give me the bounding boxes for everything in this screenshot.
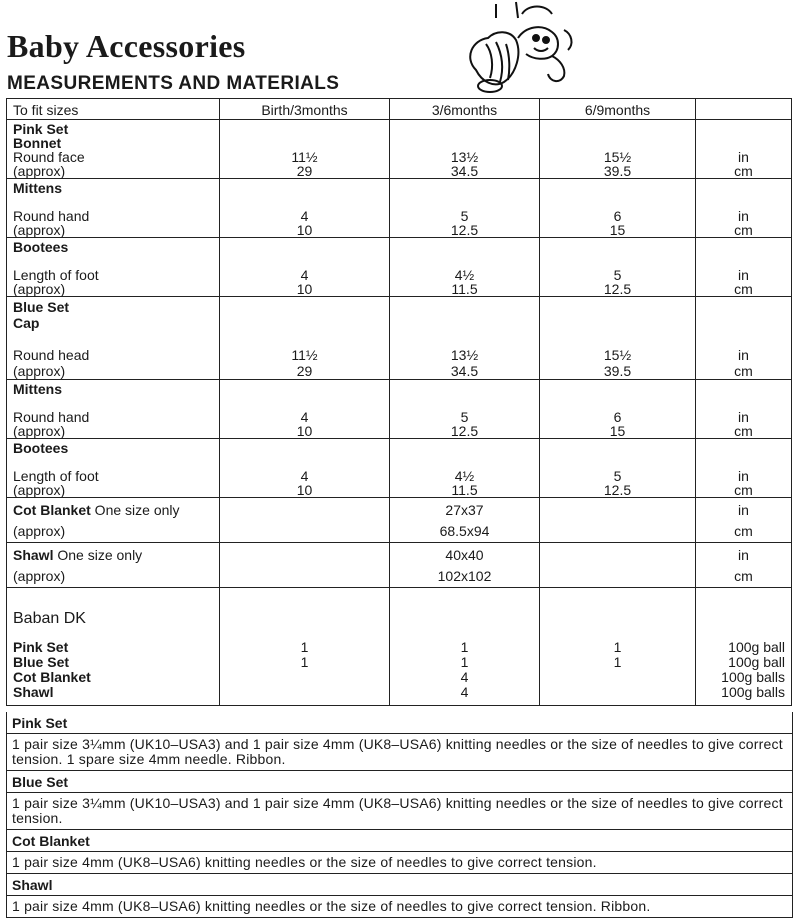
cell-line: 15½ [603,347,632,363]
yarn-line: Blue Set [13,654,70,670]
yarn-line: 4 [460,684,469,700]
cell-line: Mittens [13,381,62,397]
yarn-line: Cot Blanket [13,669,91,685]
yarn-line: 1 [613,654,622,670]
table-cell [696,297,792,380]
cell-line: Bootees [13,440,69,456]
table-cell [696,179,792,238]
cell-line: 13½ [450,347,479,363]
needles-item [7,771,792,830]
cell-line: 10 [296,281,313,297]
cell-line: 11½ [291,149,318,165]
cell-line: in [738,267,749,283]
cell-line: Pink Set [13,121,69,137]
yarn-line: 1 [300,654,309,670]
needles-heading: Pink Set [7,712,792,734]
cell-line: cm [734,163,753,179]
measurement-block-pink-set-mittens [7,179,792,238]
cell-line: 6 [613,409,622,425]
cell-line [546,136,689,150]
table-cell [7,120,220,179]
table-cell [696,498,792,543]
cell-line [396,181,533,195]
table-cell [540,588,696,706]
cell-line: (approx) [13,281,66,297]
cell-line: in [738,547,749,563]
column-header: Birth/3months [220,99,390,120]
cell-line: in [738,409,749,425]
measurements-table [6,98,792,706]
cell-line: (approx) [13,482,66,498]
cell-line: Cap [13,315,40,331]
cell-line [546,455,689,469]
cell-line: Length of foot [13,468,99,484]
table-cell [540,498,696,543]
cell-line [226,315,383,331]
cell-line: 6 [613,208,622,224]
cell-line: 102x102 [437,568,492,584]
cell-line: cm [734,222,753,238]
cell-line [702,254,785,268]
cell-line [226,254,383,268]
cell-line [702,315,785,331]
cell-line [226,500,383,521]
item-name: Shawl [13,547,54,563]
cell-line: 5 [460,208,469,224]
table-cell [390,297,540,380]
cell-line: 10 [296,423,313,439]
cell-line [546,500,689,521]
cell-line: 4 [300,468,309,484]
cell-line [546,122,689,136]
yarn-line: 1 [613,639,622,655]
table-cell [390,588,540,706]
cell-line [226,382,383,396]
cell-line: in [738,502,749,518]
measurement-block-blue-set-cap [7,297,792,380]
cell-line [226,122,383,136]
cell-line [226,331,383,347]
cell-line: Bonnet [13,135,62,151]
cell-line: Round hand [13,208,90,224]
table-cell [7,588,220,706]
cell-line: 11.5 [451,281,478,297]
needles-text: 1 pair size 4mm (UK8–USA6) knitting needles or the size of needles to give correct tension. [12,854,597,870]
table-cell [540,380,696,439]
cell-line [226,181,383,195]
cell-line [226,195,383,209]
table-cell [696,120,792,179]
measurement-block-pink-set-bootees [7,238,792,297]
cell-line [226,455,383,469]
cell-line: 68.5x94 [439,523,490,539]
table-cell [220,120,390,179]
table-cell [7,439,220,498]
cell-line: in [738,149,749,165]
cell-line: 40x40 [445,547,484,563]
cell-line: 5 [613,468,622,484]
cell-line: cm [734,423,753,439]
section-subtitle: MEASUREMENTS AND MATERIALS [7,73,340,94]
cell-line [702,181,785,195]
cell-line [226,566,383,587]
yarn-line [226,670,383,685]
measurement-block-pink-set-bonnet [7,120,792,179]
cell-line [702,240,785,254]
table-cell [7,498,220,543]
cell-line [546,181,689,195]
cell-line: 13½ [450,149,479,165]
cell-line: in [738,208,749,224]
cell-line: 4½ [454,267,475,283]
cell-line: Length of foot [13,267,99,283]
measurement-block-cot-blanket [7,498,792,543]
yarn-name: Baban DK [13,610,86,627]
needles-heading: Blue Set [7,771,792,793]
cell-line [396,299,533,315]
cell-line [702,455,785,469]
cell-line [396,331,533,347]
cell-line [226,299,383,315]
table-cell [390,498,540,543]
cell-line: 15 [609,222,626,238]
table-cell [390,380,540,439]
cell-line: in [738,468,749,484]
measurement-block-blue-set-mittens [7,380,792,439]
cell-line [226,521,383,542]
cell-line: Blue Set [13,299,70,315]
table-cell [390,439,540,498]
table-cell [696,588,792,706]
table-cell [220,439,390,498]
cell-line [226,136,383,150]
cell-line [226,240,383,254]
cell-line: 4 [300,208,309,224]
column-header: To fit sizes [7,99,220,120]
cell-line: cm [734,568,753,584]
yarn-line [226,685,383,700]
table-cell [696,439,792,498]
item-note: One size only [53,547,143,563]
needles-heading: Cot Blanket [7,830,792,852]
needles-item [7,712,792,771]
cell-line [396,195,533,209]
column-header: 6/9months [540,99,696,120]
baby-mascot-illustration [456,0,584,96]
table-cell [696,380,792,439]
cell-line: Round face [13,149,85,165]
needles-item [7,874,792,917]
cell-line: 34.5 [450,163,479,179]
cell-line [702,396,785,410]
cell-line [702,382,785,396]
cell-line: (approx) [13,222,66,238]
measurement-block-blue-set-bootees [7,439,792,498]
table-cell [696,543,792,588]
needles-text: 1 pair size 3¼mm (UK10–USA3) and 1 pair size 4mm (UK8–USA6) knitting needles or the size of needles to give correct tension. [12,795,783,826]
yarn-block [7,588,792,706]
needles-text: 1 pair size 4mm (UK8–USA6) knitting needles or the size of needles to give correct tension. Ribbon. [12,898,651,914]
cell-line: 15 [609,423,626,439]
cell-line [13,254,213,268]
cell-line [546,441,689,455]
table-cell [220,380,390,439]
yarn-line: 100g balls [721,669,785,685]
needles-item [7,830,792,874]
table-cell [540,439,696,498]
cell-line [396,136,533,150]
cell-line: (approx) [13,363,66,379]
yarn-name [396,610,533,640]
yarn-line: 4 [460,669,469,685]
yarn-line: 1 [460,639,469,655]
table-cell [220,238,390,297]
cell-line [546,315,689,331]
cell-line [546,240,689,254]
cell-line [546,331,689,347]
cell-line: 11½ [291,347,318,363]
cell-line: Bootees [13,239,69,255]
cell-line: Round hand [13,409,90,425]
cell-line: in [738,347,749,363]
cell-line [546,396,689,410]
table-cell [390,120,540,179]
table-cell [7,238,220,297]
cell-line [546,299,689,315]
cell-line: cm [734,363,753,379]
cell-line [546,545,689,566]
cell-line: 4 [300,267,309,283]
cell-line: (approx) [13,568,66,584]
table-cell [540,120,696,179]
cell-line: cm [734,482,753,498]
cell-line [396,441,533,455]
needles-section [6,712,793,918]
cell-line: (approx) [13,423,66,439]
cell-line [226,545,383,566]
column-header [696,99,792,120]
cell-line [702,136,785,150]
cell-line [226,441,383,455]
cell-line [546,254,689,268]
yarn-line [546,670,689,685]
cell-line: Round head [13,347,90,363]
cell-line: 39.5 [603,163,632,179]
measurement-block-shawl [7,543,792,588]
table-cell [696,238,792,297]
cell-line [546,382,689,396]
cell-line [13,331,213,347]
yarn-line: 100g ball [728,639,785,655]
table-cell [220,588,390,706]
needles-heading: Shawl [7,874,792,896]
table-cell [540,297,696,380]
item-name: Cot Blanket [13,502,91,518]
cell-line [13,396,213,410]
yarn-line: 100g ball [728,654,785,670]
cell-line: 5 [460,409,469,425]
cell-line: 10 [296,222,313,238]
cell-line [702,299,785,315]
yarn-line: 1 [460,654,469,670]
cell-line: 39.5 [603,363,632,379]
cell-line: cm [734,523,753,539]
yarn-name [546,610,689,640]
cell-line [396,122,533,136]
cell-line [226,396,383,410]
cell-line [396,396,533,410]
cell-line [702,331,785,347]
cell-line [396,254,533,268]
cell-line: 29 [296,363,313,379]
table-cell [220,297,390,380]
cell-line: 12.5 [450,222,479,238]
needles-text: 1 pair size 3¼mm (UK10–USA3) and 1 pair size 4mm (UK8–USA6) knitting needles or the size of needles to give correct tension. 1 spare size 4mm needle. Ribbon. [12,736,783,767]
cell-line: Mittens [13,180,62,196]
table-cell [220,498,390,543]
cell-line: (approx) [13,523,66,539]
yarn-line: 100g balls [721,684,785,700]
cell-line [546,195,689,209]
yarn-line: Shawl [13,684,54,700]
cell-line [13,500,213,521]
table-cell [7,543,220,588]
cell-line [546,521,689,542]
cell-line: 34.5 [450,363,479,379]
cell-line: 12.5 [603,281,632,297]
cell-line [13,195,213,209]
cell-line: 15½ [603,149,632,165]
cell-line: (approx) [13,163,66,179]
table-cell [390,238,540,297]
cell-line: 5 [613,267,622,283]
cell-line: 4 [300,409,309,425]
yarn-line: Pink Set [13,639,69,655]
cell-line: 27x37 [445,502,484,518]
cell-line: 11.5 [451,482,478,498]
table-cell [7,380,220,439]
cell-line [702,195,785,209]
table-cell [220,179,390,238]
table-cell [220,543,390,588]
cell-line: 12.5 [603,482,632,498]
yarn-line: 1 [300,639,309,655]
cell-line [702,122,785,136]
cell-line [396,240,533,254]
table-cell [390,543,540,588]
cell-line: cm [734,281,753,297]
page-title: Baby Accessories [7,28,246,64]
yarn-name [702,610,785,640]
cell-line [396,315,533,331]
cell-line [13,455,213,469]
table-header-row [7,99,792,120]
cell-line [702,441,785,455]
table-cell [7,179,220,238]
cell-line [396,455,533,469]
yarn-name [226,610,383,640]
cell-line [546,566,689,587]
table-cell [540,179,696,238]
yarn-line [546,685,689,700]
cell-line: 10 [296,482,313,498]
cell-line: 29 [296,163,313,179]
table-cell [390,179,540,238]
table-cell [7,297,220,380]
column-header: 3/6months [390,99,540,120]
table-cell [540,543,696,588]
cell-line [396,382,533,396]
cell-line: 4½ [454,468,475,484]
cell-line: 12.5 [450,423,479,439]
item-note: One size only [90,502,180,518]
cell-line [13,545,213,566]
table-cell [540,238,696,297]
